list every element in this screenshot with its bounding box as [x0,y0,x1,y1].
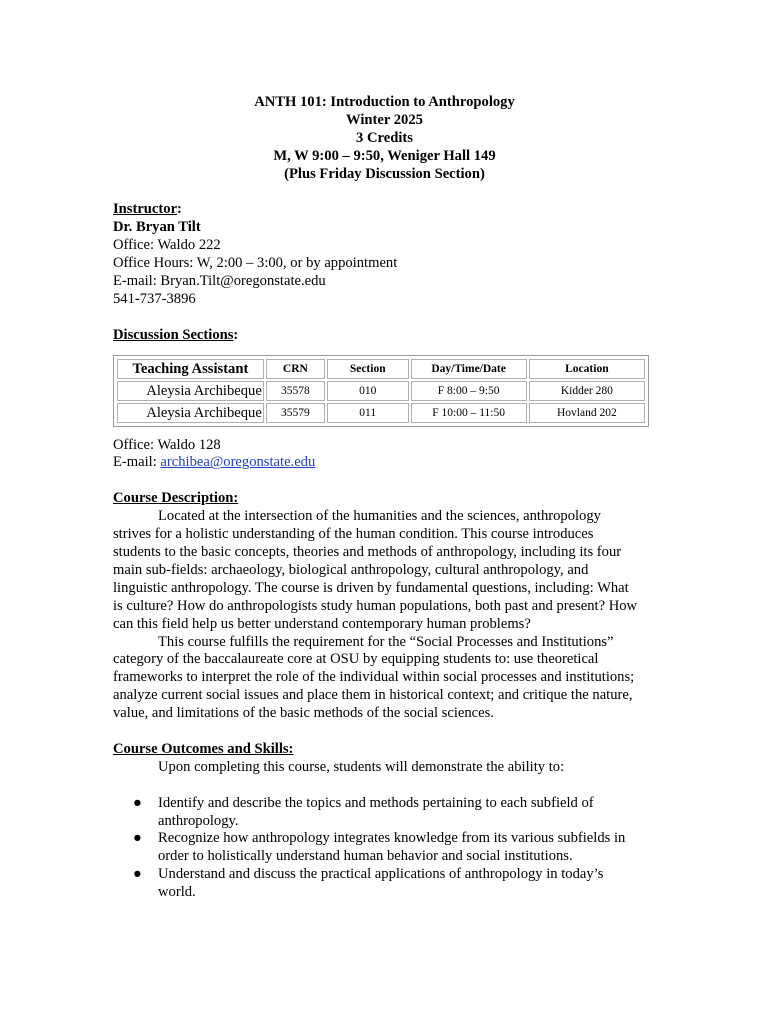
text-line: linguistic anthropology. The course is driven by fundamental questions, including: What [113,579,629,596]
text-line: students to the basic concepts, theories and methods of anthropology, including its four [113,544,622,560]
text-line: is culture? How do anthropologists study human populations, both past and present? How [113,597,638,614]
syllabus-content [113,94,658,902]
course-outcomes-heading: Course Outcomes and Skills: [113,740,294,757]
instructor-phone: 541-737-3896 [113,290,196,307]
column-header-day-time: Day/Time/Date [411,359,527,379]
text-line: anthropology. [158,812,239,829]
cell-section: 011 [327,403,409,423]
ta-email-link[interactable]: archibea@oregonstate.edu [160,454,316,471]
table-row [117,403,645,423]
text-line: strives for a holistic understanding of the human condition. This course introduces [113,526,594,543]
course-header [111,94,658,183]
course-credits: 3 Credits [356,129,413,146]
course-outcomes-section [113,741,658,902]
instructor-email: E-mail: Bryan.Tilt@oregonstate.edu [113,272,326,289]
cell-location: Hovland 202 [529,403,645,423]
bullet-icon: ● [133,866,142,883]
text-line: analyze current social issues and place them in historical context; and critique the nature, [113,687,633,704]
bullet-icon: ● [133,794,142,811]
text-line: world. [158,884,196,901]
discussion-table-frame [113,355,649,427]
course-description-heading: Course Description: [113,490,239,507]
course-schedule: M, W 9:00 – 9:50, Weniger Hall 149 [273,147,496,164]
ta-office: Office: Waldo 128 [113,436,221,453]
ta-email-label: E-mail: [113,454,161,471]
discussion-table [115,357,647,425]
course-description-paragraph-2 [113,634,658,724]
text-line: frameworks to interpret the role of the individual within social processes and institutions; [113,669,635,686]
discussion-heading: Discussion Sections [113,326,234,343]
table-row [117,381,645,401]
text-line: can this field help us better understand contemporary human problems? [113,615,531,632]
cell-ta: Aleysia Archibeque [117,381,264,401]
column-header-ta: Teaching Assistant [117,359,264,379]
ta-email-line [113,454,658,472]
course-description-section [113,490,658,723]
text-line: value, and limitations of the basic methods of the social sciences. [113,705,494,722]
cell-day-time: F 8:00 – 9:50 [411,381,527,401]
text-line: Located at the intersection of the humanities and the sciences, anthropology [158,508,601,525]
text-line: order to holistically understand human behavior and social institutions. [158,848,573,865]
instructor-section [113,201,658,308]
cell-ta: Aleysia Archibeque [117,403,264,423]
bullet-icon: ● [133,830,142,847]
text-line: Identify and describe the topics and methods pertaining to each subfield of [158,794,594,811]
course-term: Winter 2025 [346,111,423,128]
column-header-location: Location [529,359,645,379]
discussion-heading-line: Discussion Sections: [113,326,239,343]
instructor-heading-line: Instructor: [113,201,182,218]
text-line: category of the baccalaureate core at OSU by equipping students to: use theoretical [113,651,599,668]
course-outcomes-intro: Upon completing this course, students will demonstrate the ability to: [158,758,565,775]
text-line: Recognize how anthropology integrates knowledge from its various subfields in [158,830,626,847]
outcomes-list [113,795,658,902]
cell-crn: 35578 [266,381,325,401]
instructor-office-hours: Office Hours: W, 2:00 – 3:00, or by appointment [113,255,398,272]
list-item [113,830,658,866]
cell-section: 010 [327,381,409,401]
instructor-heading: Instructor [113,201,178,218]
course-title: ANTH 101: Introduction to Anthropology [254,94,515,110]
cell-crn: 35579 [266,403,325,423]
list-item [113,795,658,831]
cell-day-time: F 10:00 – 11:50 [411,403,527,423]
course-discussion-note: (Plus Friday Discussion Section) [284,165,485,182]
text-line: Understand and discuss the practical applications of anthropology in today’s [158,866,604,883]
cell-location: Kidder 280 [529,381,645,401]
text-line: This course fulfills the requirement for the “Social Processes and Institutions” [158,633,614,650]
ta-contact [113,437,658,473]
table-header-row [117,359,645,379]
text-line: main sub-fields: archaeology, biological anthropology, cultural anthropology, and [113,561,589,578]
list-item [113,866,658,902]
column-header-crn: CRN [266,359,325,379]
course-description-paragraph-1 [113,508,658,633]
instructor-name: Dr. Bryan Tilt [113,219,201,236]
column-header-section: Section [327,359,409,379]
instructor-office: Office: Waldo 222 [113,237,221,254]
